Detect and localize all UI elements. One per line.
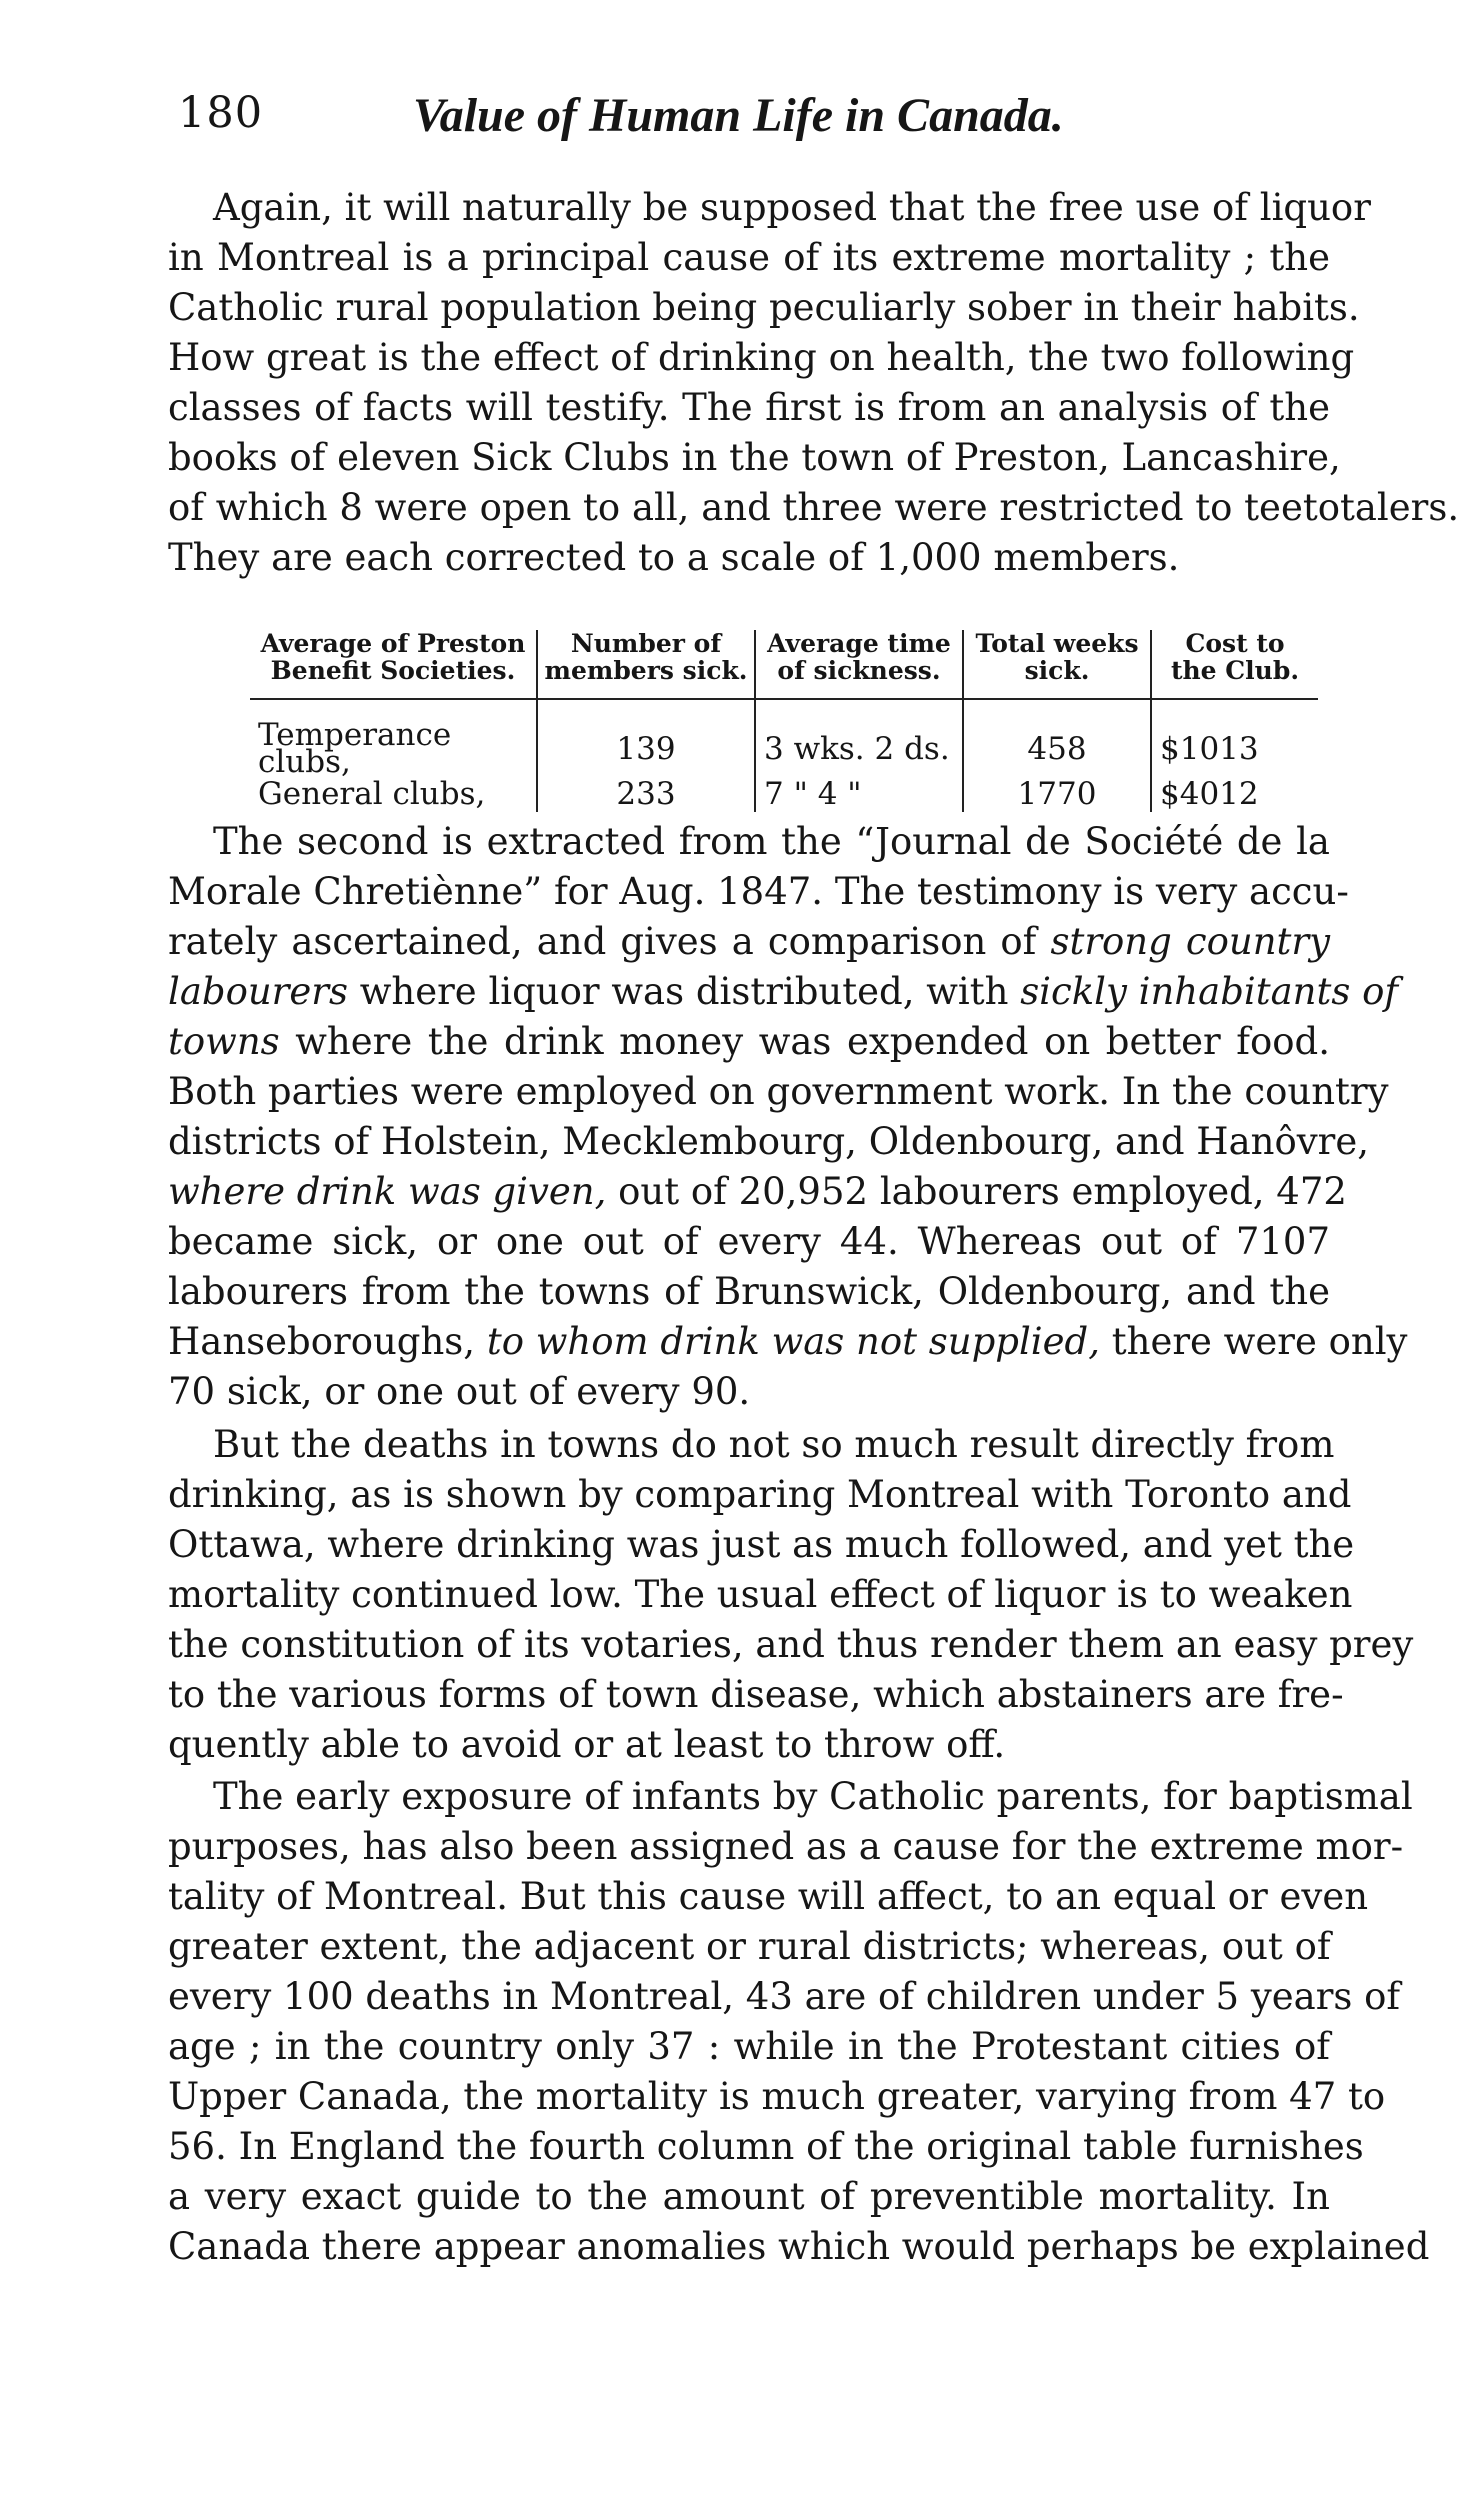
text-line: towns where the drink money was expended on better food.: [168, 1020, 1330, 1063]
text-line: a very exact guide to the amount of preventible mortality. In: [168, 2175, 1330, 2218]
paragraph-infant-exposure: [168, 1772, 1430, 2272]
text-line: the constitution of its votaries, and thus render them an easy prey: [168, 1623, 1414, 1666]
column-header: Cost to the Club.: [1151, 630, 1318, 699]
text-line: 56. In England the fourth column of the original table furnishes: [168, 2125, 1364, 2168]
column-header: Total weeks sick.: [963, 630, 1151, 699]
table-cell: General clubs,: [258, 775, 486, 812]
text-line: districts of Holstein, Mecklembourg, Oldenbourg, and Hanôvre,: [168, 1120, 1369, 1163]
text-line: in Montreal is a principal cause of its extreme mortality ; the: [168, 236, 1330, 279]
text-line: The early exposure of infants by Catholic parents, for baptismal: [213, 1775, 1413, 1818]
text-line: 70 sick, or one out of every 90.: [168, 1370, 751, 1413]
text-line: age ; in the country only 37 : while in the Protestant cities of: [168, 2025, 1330, 2068]
text-line: Upper Canada, the mortality is much greater, varying from 47 to: [168, 2075, 1386, 2118]
text-line: purposes, has also been assigned as a cause for the extreme mor-: [168, 1825, 1404, 1868]
text-line: rately ascertained, and gives a comparison of strong country: [168, 920, 1330, 963]
sick-clubs-table: [250, 630, 1318, 812]
running-title: Value of Human Life in Canada.: [413, 89, 1064, 142]
text-line: greater extent, the adjacent or rural districts; whereas, out of: [168, 1925, 1331, 1968]
text-line: How great is the effect of drinking on health, the two following: [168, 336, 1355, 379]
text-line: quently able to avoid or at least to throw off.: [168, 1723, 1006, 1766]
text-line: The second is extracted from the “Journal de Société de la: [213, 820, 1330, 863]
text-line: to the various forms of town disease, which abstainers are fre-: [168, 1673, 1344, 1716]
paragraph-deaths-in-towns: [168, 1420, 1414, 1770]
table-cell: 139: [537, 699, 755, 776]
table-cell: 7 " 4 ": [755, 776, 963, 812]
text-line: Morale Chretiènne” for Aug. 1847. The testimony is very accu-: [168, 870, 1349, 913]
table-cell: 3 wks. 2 ds.: [755, 699, 963, 776]
text-line: labourers from the towns of Brunswick, Oldenbourg, and the: [168, 1270, 1330, 1313]
text-line: labourers where liquor was distributed, with sickly inhabitants of: [168, 970, 1399, 1013]
text-line: where drink was given, out of 20,952 labourers employed, 472: [168, 1170, 1347, 1213]
text-line: tality of Montreal. But this cause will affect, to an equal or even: [168, 1875, 1369, 1918]
text-line: Both parties were employed on government work. In the country: [168, 1070, 1389, 1113]
table-row: [250, 699, 1318, 776]
text-line: mortality continued low. The usual effect of liquor is to weaken: [168, 1573, 1353, 1616]
text-line: books of eleven Sick Clubs in the town of Preston, Lancashire,: [168, 436, 1341, 479]
column-header: Average time of sickness.: [755, 630, 963, 699]
text-line: Catholic rural population being peculiarly sober in their habits.: [168, 286, 1360, 329]
running-head: [178, 88, 1338, 158]
text-line: Hanseboroughs, to whom drink was not supplied, there were only: [168, 1320, 1408, 1363]
table-cell: 1770: [963, 776, 1151, 812]
text-line: Ottawa, where drinking was just as much followed, and yet the: [168, 1523, 1355, 1566]
column-header: Number of members sick.: [537, 630, 755, 699]
text-line: They are each corrected to a scale of 1,000 members.: [168, 536, 1180, 579]
paragraph-liquor-montreal: [168, 183, 1460, 583]
text-line: every 100 deaths in Montreal, 43 are of children under 5 years of: [168, 1975, 1401, 2018]
table-header-row: [250, 630, 1318, 699]
text-line: But the deaths in towns do not so much result directly from: [213, 1423, 1335, 1466]
page-number: 180: [178, 88, 264, 138]
text-line: Again, it will naturally be supposed that the free use of liquor: [213, 186, 1371, 229]
paragraph-journal-testimony: [168, 817, 1408, 1417]
text-line: classes of facts will testify. The first is from an analysis of the: [168, 386, 1330, 429]
table-row: [250, 776, 1318, 812]
text-line: became sick, or one out of every 44. Whereas out of 7107: [168, 1220, 1330, 1263]
text-line: Canada there appear anomalies which would perhaps be explained: [168, 2225, 1430, 2268]
table-cell: 233: [537, 776, 755, 812]
table-cell: $1013: [1151, 699, 1318, 776]
table-cell: 458: [963, 699, 1151, 776]
column-header: Average of Preston Benefit Societies.: [250, 630, 537, 699]
text-line: drinking, as is shown by comparing Montreal with Toronto and: [168, 1473, 1352, 1516]
text-line: of which 8 were open to all, and three were restricted to teetotalers.: [168, 486, 1460, 529]
table-cell: $4012: [1151, 776, 1318, 812]
table-cell: Temperance clubs,: [258, 717, 452, 780]
